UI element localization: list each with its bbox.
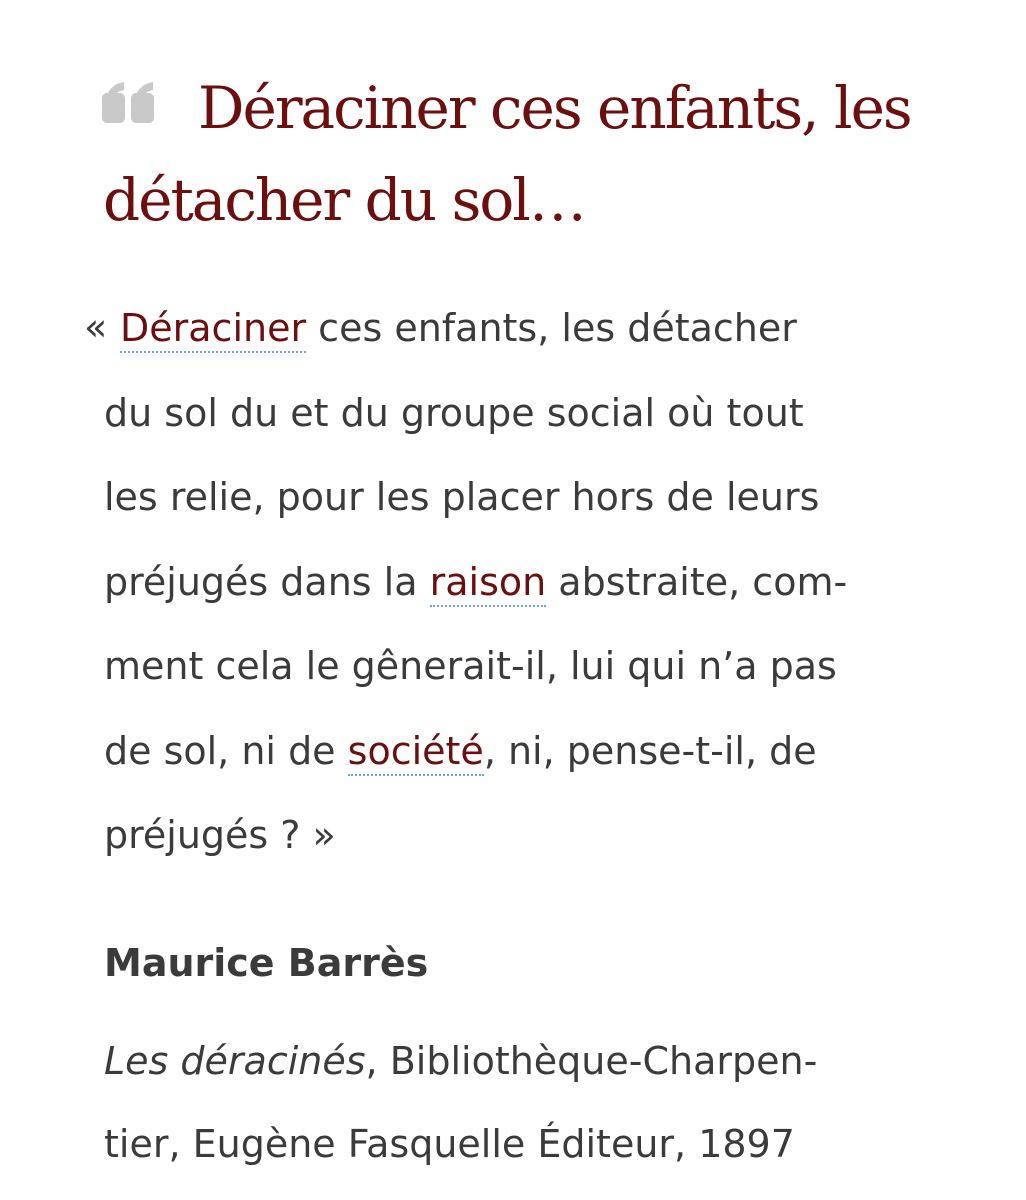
opening-quote-mark: « [84,305,108,349]
title-line-2: détacher du sol… [103,166,585,234]
quote-title [103,62,983,246]
source-publisher: , Bibliothèque-Charpen- [365,1039,818,1083]
quote-line-1-text: ces enfants, les détacher [306,306,797,350]
source-line-2: tier, Eugène Fasquelle Éditeur, 1897 [104,1122,795,1166]
quote-line-3: les relie, pour les placer hors de leurs [104,475,820,519]
quote-body [104,286,944,878]
quote-line-4-after: abstraite, com- [546,559,848,604]
link-societe[interactable]: société [348,729,484,776]
quote-line-4 [104,540,944,625]
quote-line-7: préjugés ? » [104,813,336,857]
link-deraciner[interactable]: Déraciner [120,306,306,353]
quote-line-6-after: , ni, pense-t-il, de [483,728,817,773]
quote-line-1 [104,286,944,371]
quote-line-6 [104,709,944,794]
title-line-1: Déraciner ces enfants, les [198,74,911,142]
source-line-1 [104,1020,964,1103]
quote-author: Maurice Barrès [104,941,429,985]
quote-line-6-before: de sol, ni de [104,728,348,773]
quote-line-2: du sol du et du groupe social où tout [104,390,804,435]
quote-line-5: ment cela le gênerait-il, lui qui n’a pas [104,644,837,688]
source-book-title: Les déracinés [104,1039,366,1083]
quote-source [104,1020,964,1186]
link-raison[interactable]: raison [430,560,547,607]
quote-line-4-before: préjugés dans la [104,559,430,604]
